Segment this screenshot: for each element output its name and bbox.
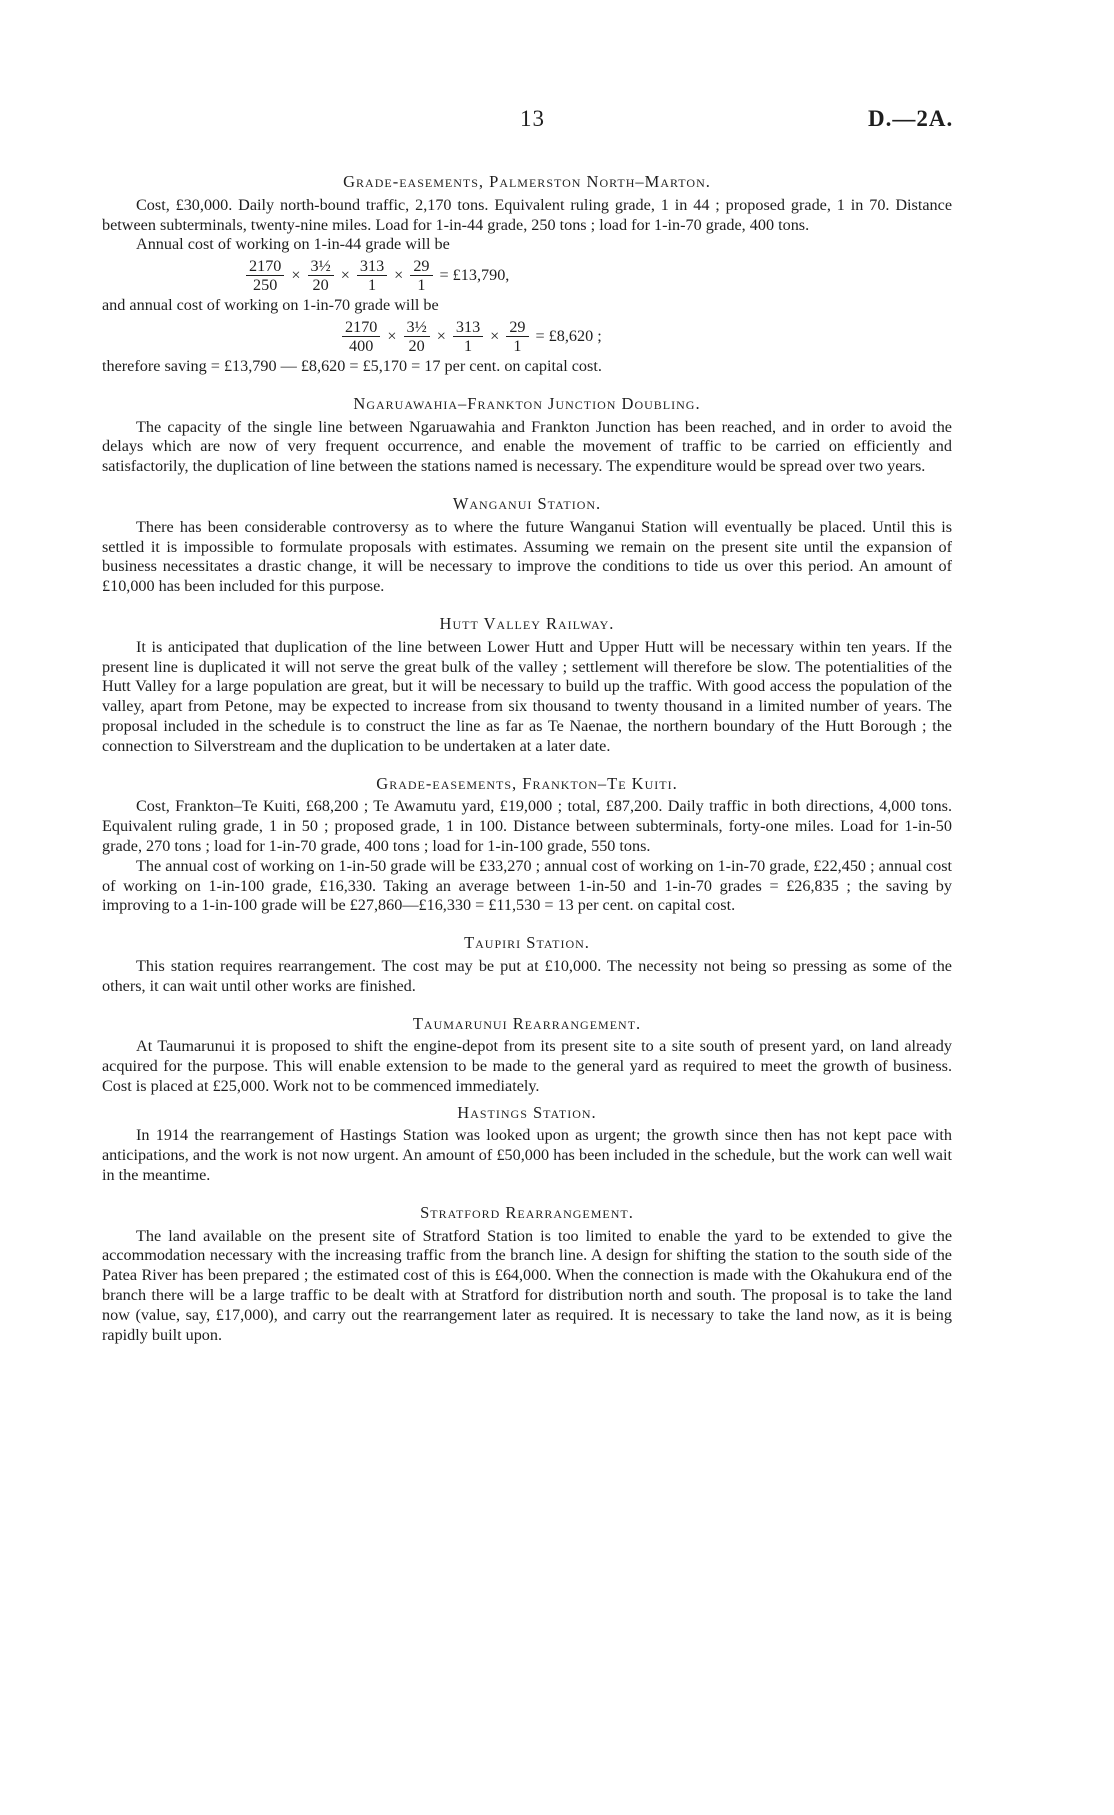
paragraph: There has been considerable controversy as to where the future Wanganui Station will eventually be placed. Until this is settled it is impossible to formulate proposals with estimates. Assuming we remain on the present site until the expansion of business necessitates a drastic change, it will be necessary to improve the conditions to tide us over this period. An amount of £10,000 has been included for this purpose. (102, 517, 952, 596)
paragraph: This station requires rearrangement. The cost may be put at £10,000. The necessity not being so pressing as some of the others, it can wait until other works are finished. (102, 956, 952, 995)
fraction (308, 257, 334, 294)
paragraph: Cost, £30,000. Daily north-bound traffic, 2,170 tons. Equivalent ruling grade, 1 in 44 ; proposed grade, 1 in 70. Distance between subterminals, twenty-nine miles. Load for 1-in-44 grade, 250 tons ; load for 1-in-70 grade, 400 tons. (102, 195, 952, 234)
multiply-sign: × (394, 265, 404, 284)
section-heading: Wanganui Station. (452, 493, 602, 513)
section-taumarunui-rearrangement (102, 1014, 952, 1097)
section-stratford-rearrangement (102, 1203, 952, 1346)
paragraph: Annual cost of working on 1-in-44 grade will be (136, 235, 450, 254)
fraction (410, 257, 432, 294)
paragraph: and annual cost of working on 1-in-70 grade will be (102, 296, 439, 315)
numerator: 29 (506, 318, 528, 337)
section-hastings-station (102, 1103, 952, 1186)
section-heading: Taumarunui Rearrangement. (412, 1013, 642, 1033)
paragraph: The capacity of the single line between Ngaruawahia and Frankton Junction has been reached, and in order to avoid the delays which are now of very frequent occurrence, and enable the movement of traffic to be carried on efficiently and satisfactorily, the duplication of line between the stations named is necessary. The expenditure would be spread over two years. (102, 417, 952, 476)
fraction (453, 318, 483, 355)
multiply-sign: × (387, 326, 397, 345)
paragraph: In 1914 the rearrangement of Hastings Station was looked upon as urgent; the growth since then has not kept pace with anticipations, and the work is not now urgent. An amount of £50,000 has been included in the schedule, but the work can well wait in the meantime. (102, 1126, 952, 1185)
fraction (246, 257, 284, 294)
paragraph: Cost, Frankton–Te Kuiti, £68,200 ; Te Awamutu yard, £19,000 ; total, £87,200. Daily traffic in both directions, 4,000 tons. Equivalent ruling grade, 1 in 50 ; proposed grade, 1 in 100. Distance between subterminals, forty-one miles. Load for 1-in-50 grade, 270 tons ; load for 1-in-70 grade, 400 tons ; load for 1-in-100 grade, 550 tons. (102, 797, 952, 855)
section-taupiri-station (102, 933, 952, 996)
section-ngaruawahia-frankton (102, 394, 952, 477)
document-reference: D.—2A. (868, 106, 954, 131)
paragraph: The land available on the present site of Stratford Station is too limited to enable the yard to be extended to give the accommodation necessary with the increasing traffic from the branch line. A design for shifting the station to the south side of the Patea River has been prepared ; the estimated cost of this is £64,000. When the connection is made with the Okahukura end of the branch there will be a large traffic to be dealt with at Stratford for distribution north and south. The proposal is to take the land now (value, say, £17,000), and carry out the rearrangement later as required. It is necessary to take the land now, as it is being rapidly built upon. (102, 1226, 952, 1344)
section-heading: Ngaruawahia–Frankton Junction Doubling. (353, 393, 701, 413)
formula-result: = £8,620 ; (535, 326, 602, 345)
multiply-sign: × (490, 326, 500, 345)
paragraph: therefore saving = £13,790 — £8,620 = £5,170 = 17 per cent. on capital cost. (102, 356, 602, 375)
fraction (357, 257, 387, 294)
page-header (0, 106, 1114, 136)
document-body (102, 172, 952, 1362)
numerator: 3½ (308, 257, 334, 276)
denominator: 1 (513, 336, 522, 355)
denominator: 20 (408, 336, 425, 355)
fraction (404, 318, 430, 355)
section-hutt-valley-railway (102, 614, 952, 757)
paragraph: At Taumarunui it is proposed to shift the engine-depot from its present site to a site south of present yard, on land already acquired for the purpose. This will enable extension to be made to the general yard as required to meet the growth of business. Cost is placed at £25,000. Work not to be commenced immediately. (102, 1037, 952, 1095)
section-heading: Hutt Valley Railway. (439, 613, 615, 633)
section-wanganui-station (102, 494, 952, 597)
paragraph: It is anticipated that duplication of the line between Lower Hutt and Upper Hutt will be necessary within ten years. If the present line is duplicated it will not serve the great bulk of the valley ; settlement will therefore be slow. The potentialities of the Hutt Valley for a large population are great, but it will be necessary to build up the traffic. With good access the population of the valley, apart from Petone, may be expected to increase from six thousand to twenty thousand in a limited number of years. The proposal included in the schedule is to construct the line as far as Te Naenae, the northern boundary of the Hutt Borough ; the connection to Silverstream and the duplication to be undertaken at a later date. (102, 637, 952, 755)
numerator: 313 (453, 318, 483, 337)
formula-2 (102, 318, 952, 355)
denominator: 1 (463, 336, 473, 355)
multiply-sign: × (340, 265, 350, 284)
numerator: 2170 (342, 318, 380, 337)
section-heading: Grade-easements, Frankton–Te Kuiti. (376, 773, 678, 793)
section-heading: Taupiri Station. (464, 933, 590, 953)
numerator: 313 (357, 257, 387, 276)
formula-1 (102, 257, 952, 294)
section-heading: Stratford Rearrangement. (420, 1202, 634, 1222)
denominator: 250 (253, 276, 278, 295)
paragraph: The annual cost of working on 1-in-50 grade will be £33,270 ; annual cost of working on 1-in-70 grade, £22,450 ; annual cost of working on 1-in-100 grade, £16,330. Taking an average between 1-in-50 and 1-in-70 grades = £26,835 ; the saving by improving to a 1-in-100 grade will be £27,860—£16,330 = £11,530 = 13 per cent. on capital cost. (102, 856, 952, 915)
page-number: 13 (520, 106, 545, 131)
multiply-sign: × (291, 265, 301, 284)
section-heading: Hastings Station. (457, 1102, 597, 1122)
denominator: 1 (417, 276, 426, 295)
section-frankton-te-kuiti (102, 774, 952, 917)
section-heading: Grade-easements, Palmerston North–Marton. (343, 172, 711, 191)
numerator: 2170 (246, 257, 284, 276)
multiply-sign: × (436, 326, 446, 345)
numerator: 3½ (404, 318, 430, 337)
formula-result: = £13,790, (439, 265, 510, 284)
fraction (342, 318, 380, 355)
fraction (506, 318, 528, 355)
numerator: 29 (410, 257, 432, 276)
denominator: 400 (349, 336, 374, 355)
denominator: 20 (312, 276, 329, 295)
section-palmerston-marton (102, 172, 952, 377)
denominator: 1 (367, 276, 377, 295)
